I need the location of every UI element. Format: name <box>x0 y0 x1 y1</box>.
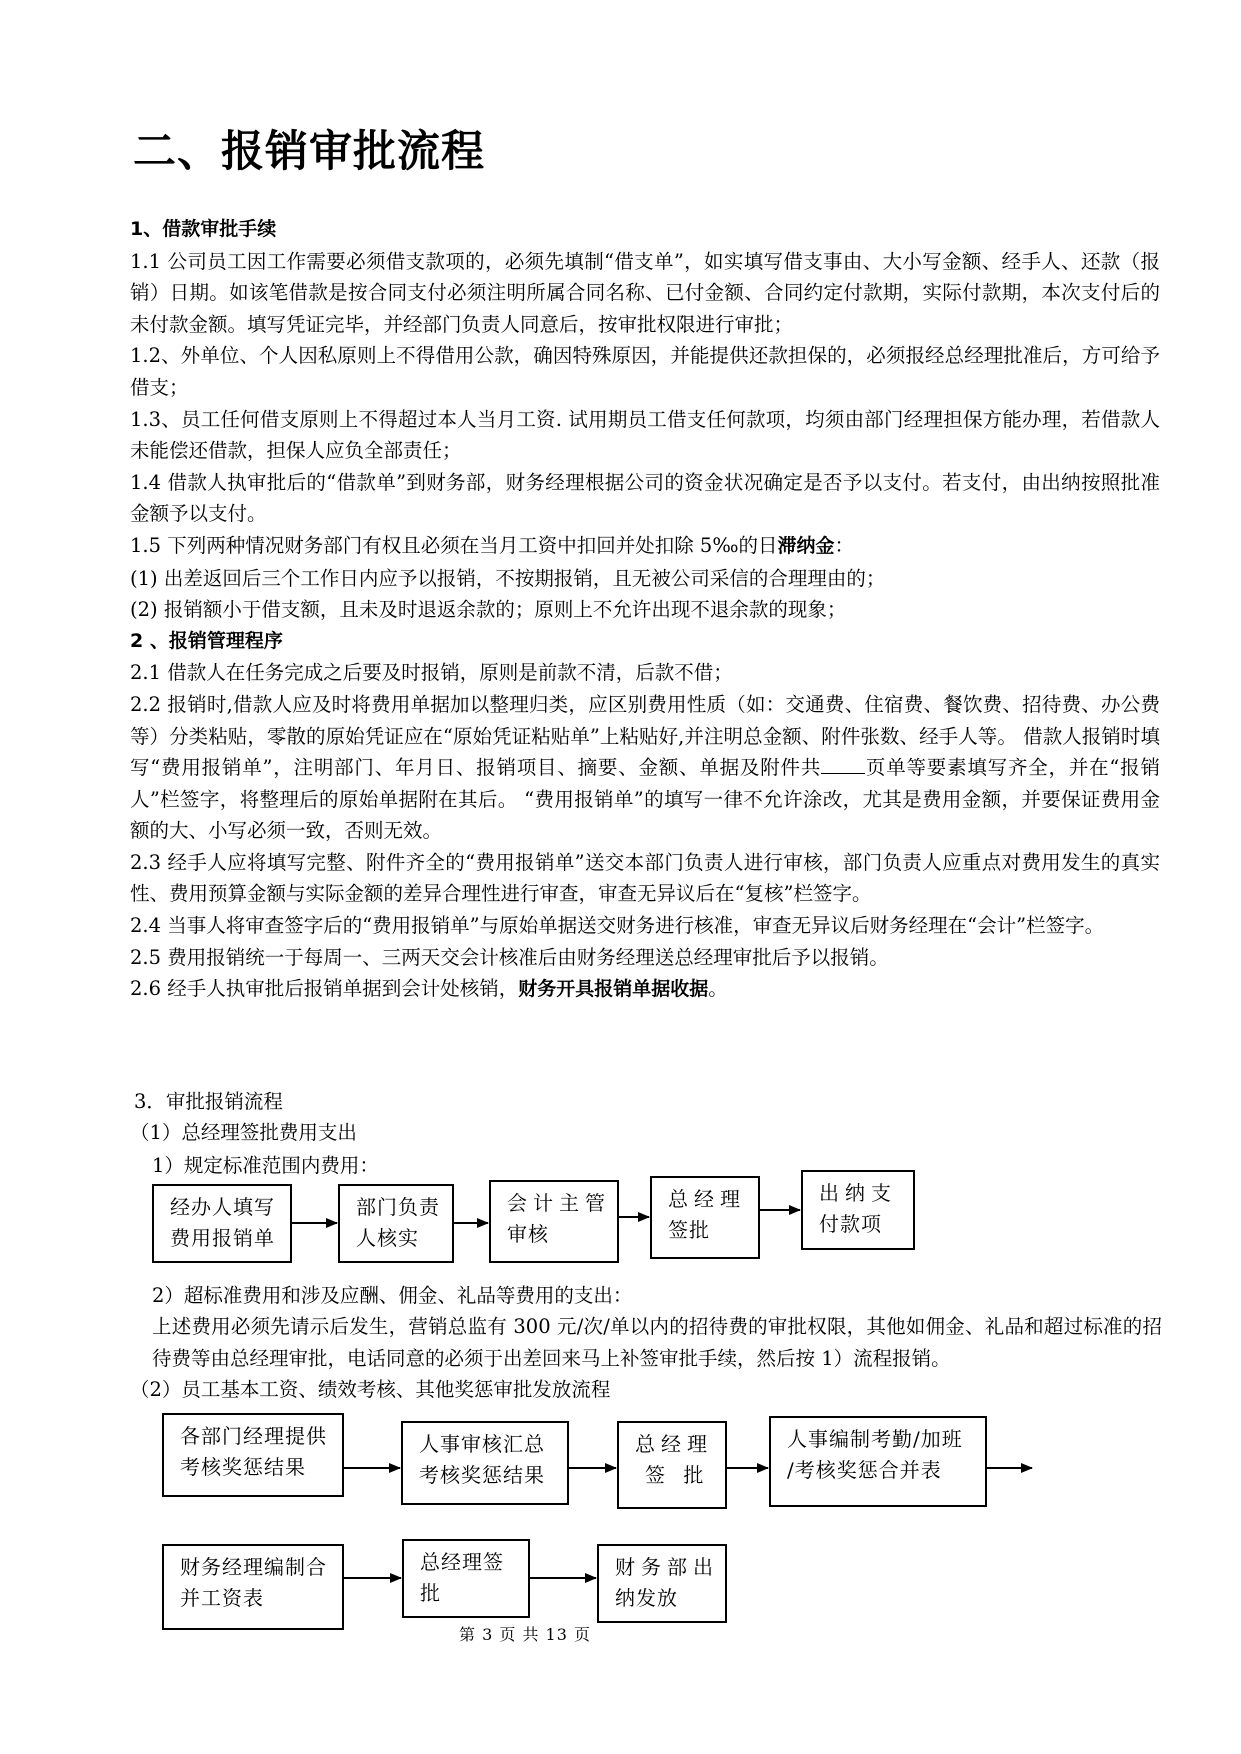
over-standard-paragraph: 上述费用必须先请示后发生，营销总监有 300 元/次/单以内的招待费的审批权限，其他如佣金、礼品和超过标准的招待费等由总经理审批，电话同意的必须于出差回来马上补签审批手续，然后按 1）流程报销。 <box>152 1315 1162 1370</box>
list-item-1: (1) 出差返回后三个工作日内应予以报销，不按期报销，且无被公司采信的合理理由的； <box>130 566 886 590</box>
flow2-step-6 <box>402 1539 530 1618</box>
flow1-step-2-line-1: 部门负责 <box>356 1195 440 1219</box>
paragraph-2-6-text: 2.6 经手人执审批后报销单据到会计处核销， <box>130 977 519 1001</box>
flow1-step-2-line-2: 人核实 <box>356 1226 419 1250</box>
sub-heading-salary-flow: （2）员工基本工资、绩效考核、其他奖惩审批发放流程 <box>130 1378 611 1401</box>
flow1-step-3-line-1: 会计主管 <box>507 1191 611 1215</box>
flow2-step-5 <box>162 1544 344 1630</box>
paragraph-1-4: 1.4 借款人执审批后的“借款单”到财务部，财务经理根据公司的资金状况确定是否予以支付。若支付，由出纳按照批准金额予以支付。 <box>130 470 1160 526</box>
document-body <box>130 214 1160 1006</box>
sub-heading-general-manager: （1）总经理签批费用支出 <box>130 1121 357 1144</box>
flow2-step-6-line-2: 批 <box>420 1581 441 1605</box>
receipt-term: 财务开具报销单据收据 <box>518 978 709 1001</box>
paragraph-2-4: 2.4 当事人将审查签字后的“费用报销单”与原始单据送交财务进行核准，审查无异议后财务经理在“会计”栏签字。 <box>130 914 1105 938</box>
paragraph-1-5-text: 1.5 下列两种情况财务部门有权且必须在当月工资中扣回并处扣除 5‰的日 <box>130 533 778 557</box>
flow2-step-1 <box>162 1413 344 1497</box>
paragraph-2-5: 2.5 费用报销统一于每周一、三两天交会计核准后由财务经理送总经理审批后予以报销。 <box>130 945 889 969</box>
paragraph-2-2 <box>130 689 1160 847</box>
flow2-step-2-line-1: 人事审核汇总 <box>419 1432 545 1456</box>
paragraph-1-2: 1.2、外单位、个人因私原则上不得借用公款，确因特殊原因，并能提供还款担保的，必须报经总经理批准后，方可给予借支； <box>130 344 1160 399</box>
flow2-step-2 <box>401 1421 569 1505</box>
page-count-blank <box>821 755 865 774</box>
section-heading-2: 2 、报销管理程序 <box>130 629 283 652</box>
paragraph-2-3: 2.3 经手人应将填写完整、附件齐全的“费用报销单”送交本部门负责人进行审核，部门负责人应重点对费用发生的真实性、费用预算金额与实际金额的差异合理性进行审查，审查无异议后在“复核”栏签字。 <box>130 850 1160 906</box>
flow1-step-5-line-1: 出纳支 <box>819 1181 897 1205</box>
flow2-step-2-line-2: 考核奖惩结果 <box>419 1463 545 1487</box>
flow1-step-4-line-2: 签批 <box>668 1218 710 1242</box>
list-item-2: (2) 报销额小于借支额，且未及时退返余款的；原则上不允许出现不退余款的现象； <box>130 598 847 622</box>
paragraph-2-6 <box>130 973 1160 1006</box>
flow1-step-3-line-2: 审核 <box>507 1222 549 1246</box>
page-title: 二、报销审批流程 <box>133 127 485 177</box>
flow2-step-1-line-1: 各部门经理提供 <box>180 1424 327 1448</box>
flow1-step-5-line-2: 付款项 <box>819 1212 882 1236</box>
flow1-step-2 <box>338 1184 454 1263</box>
flow1-step-4-line-1: 总经理 <box>668 1187 746 1211</box>
paragraph-2-2-text: 2.2 报销时,借款人应及时将费用单据加以整理归类，应区别费用性质（如：交通费、住宿费、餐饮费、招待费、办公费等）分类粘贴，零散的原始凭证应在“原始凭证粘贴单”上粘贴好,并注明总金额、附件张数、经手人等。 借款人报销时填写“费用报销单”，注明部门、年月日、报销项目、摘要、金额、单据及附件共 <box>130 692 1160 780</box>
flow1-step-3 <box>489 1180 619 1263</box>
flow2-step-7-line-1: 财务部出 <box>615 1555 719 1579</box>
flow1-step-4 <box>650 1176 760 1259</box>
flow2-step-4-line-1: 人事编制考勤/加班 <box>787 1427 963 1451</box>
flow2-step-3-line-2: 签 批 <box>645 1463 710 1487</box>
flow1-step-5 <box>801 1170 915 1250</box>
flow2-step-3 <box>617 1421 727 1509</box>
section-heading-3: 3．审批报销流程 <box>134 1090 283 1113</box>
flow2-step-4-line-2: /考核奖惩合并表 <box>787 1458 942 1482</box>
flow2-step-1-line-2: 考核奖惩结果 <box>180 1455 306 1479</box>
flow2-step-6-line-1: 总经理签 <box>420 1550 504 1574</box>
paragraph-1-1: 1.1 公司员工因工作需要必须借支款项的，必须先填制“借支单”，如实填写借支事由、大小写金额、经手人、还款（报销）日期。如该笔借款是按合同支付必须注明所属合同名称、已付金额、合同约定付款期，实际付款期，本次支付后的未付款金额。填写凭证完毕，并经部门负责人同意后，按审批权限进行审批； <box>130 249 1160 336</box>
sub-heading-over-standard: 2）超标准费用和涉及应酬、佣金、礼品等费用的支出： <box>152 1284 633 1307</box>
section-heading-1: 1、借款审批手续 <box>130 218 277 240</box>
flow2-step-3-line-1: 总经理 <box>635 1432 713 1456</box>
flow2-step-4 <box>769 1416 987 1507</box>
sub-heading-standard-expenses: 1）规定标准范围内费用： <box>152 1154 379 1177</box>
paragraph-1-5 <box>130 530 1160 563</box>
flow1-step-1-line-1: 经办人填写 <box>170 1195 275 1219</box>
flow1-step-1-line-2: 费用报销单 <box>170 1226 275 1250</box>
late-fee-term: 滞纳金 <box>777 534 835 557</box>
paragraph-2-1: 2.1 借款人在任务完成之后要及时报销，原则是前款不清，后款不借； <box>130 661 733 685</box>
paragraph-2-6-end: 。 <box>708 977 728 1001</box>
paragraph-1-5-colon: ： <box>834 533 855 557</box>
flow2-step-5-line-1: 财务经理编制合 <box>180 1555 327 1579</box>
paragraph-2-2-text-cont: 页单等要素填写齐全，并在“报销人”栏签字，将整理后的原始单据附在其后。 “费用报销单”的填写一律不允许涂改，尤其是费用金额，并要保证费用金额的大、小写必须一致，否则无效。 <box>130 756 1160 843</box>
flow2-step-5-line-2: 并工资表 <box>180 1586 264 1610</box>
flow2-step-7-line-2: 纳发放 <box>615 1586 678 1610</box>
flow1-step-1 <box>152 1184 292 1263</box>
paragraph-1-3: 1.3、员工任何借支原则上不得超过本人当月工资. 试用期员工借支任何款项，均须由部门经理担保方能办理，若借款人未能偿还借款，担保人应负全部责任； <box>130 407 1160 463</box>
page-footer: 第 3 页 共 13 页 <box>459 1625 591 1644</box>
flow2-step-7 <box>597 1544 727 1623</box>
